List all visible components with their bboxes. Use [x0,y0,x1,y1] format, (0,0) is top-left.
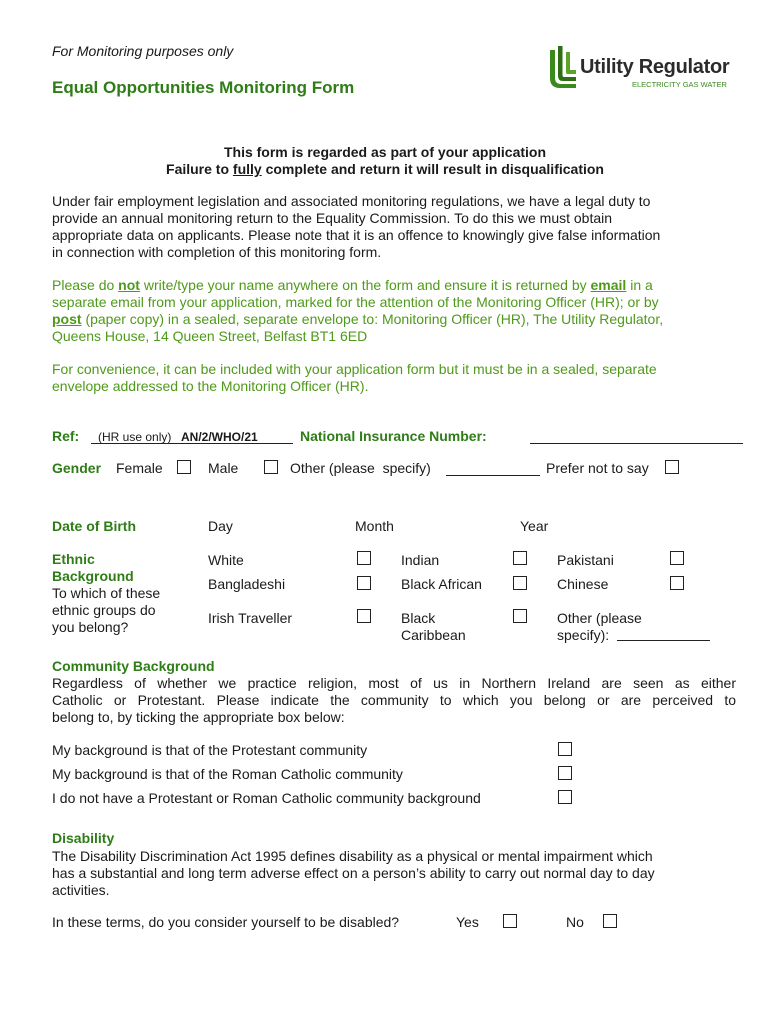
disability-no-label: No [566,914,584,930]
instruction-not: not [118,277,140,293]
notice-fully: fully [232,161,262,177]
ethnic-other-line: specify): [557,627,610,643]
instruction-line [52,311,742,328]
intro-line: provide an annual monitoring return to the Equality Commission. To do this we must obtain [52,210,613,226]
ethnic-indian-checkbox[interactable] [513,551,527,565]
gender-prefer-not-label: Prefer not to say [546,460,649,476]
ethnic-chinese-label: Chinese [557,576,609,592]
ethnic-bangladeshi-checkbox[interactable] [357,576,371,590]
ethnic-irish-traveller-label: Irish Traveller [208,610,293,626]
ethnic-other-input[interactable] [617,640,710,641]
community-neither-checkbox[interactable] [558,790,572,804]
ethnic-black-caribbean-line: Caribbean [401,627,466,643]
gender-male-label: Male [208,460,239,476]
ref-hr-note: (HR use only) [98,430,172,444]
community-catholic-checkbox[interactable] [558,766,572,780]
ethnic-chinese-checkbox[interactable] [670,576,684,590]
ethnic-white-checkbox[interactable] [357,551,371,565]
disability-heading: Disability [52,830,115,846]
disability-line: has a substantial and long term adverse effect on a person’s ability to carry out normal day to day [52,865,655,881]
logo-name: Utility Regulator [580,56,730,78]
utility-regulator-logo-icon [546,44,580,90]
gender-label: Gender [52,460,102,476]
logo-tagline: ELECTRICITY GAS WATER [632,80,727,89]
ethnic-black-african-label: Black African [401,576,482,592]
intro-line: appropriate data on applicants. Please note that it is an offence to knowingly give false information [52,227,661,243]
community-line: Catholic or Protestant. Please indicate the community to which you belong or are perceived to [52,692,736,708]
ethnic-black-african-checkbox[interactable] [513,576,527,590]
ethnic-question [52,585,160,636]
notice-line-2 [0,161,770,177]
intro-line: Under fair employment legislation and associated monitoring regulations, we have a legal duty to [52,193,651,209]
community-protestant-label: My background is that of the Protestant community [52,742,368,758]
dob-label: Date of Birth [52,518,136,534]
notice-line-2-post: complete and return it will result in disqualification [261,161,604,177]
community-neither-label: I do not have a Protestant or Roman Catholic community background [52,790,481,806]
ethnic-other-line: Other (please [557,610,642,626]
instruction-line: Queens House, 14 Queen Street, Belfast BT1 6ED [52,328,368,344]
logo [546,44,746,94]
ethnic-indian-label: Indian [401,552,440,568]
ethnic-bangladeshi-label: Bangladeshi [208,576,286,592]
ethnic-other-label [557,610,642,644]
ethnic-question-line: ethnic groups do [52,602,156,618]
disability-yes-label: Yes [456,914,479,930]
convenience-paragraph [52,361,742,395]
community-line: belong to, by ticking the appropriate box below: [52,709,345,725]
community-catholic-label: My background is that of the Roman Catholic community [52,766,403,782]
ethnic-black-caribbean-line: Black [401,610,436,626]
ethnic-black-caribbean-label [401,610,466,644]
community-paragraph [52,675,736,726]
ethnic-white-label: White [208,552,244,568]
instructions-paragraph [52,277,742,345]
community-line: Regardless of whether we practice religion, most of us in Northern Ireland are seen as either [52,675,736,691]
gender-male-checkbox[interactable] [264,460,278,474]
disability-paragraph [52,848,742,899]
instruction-text: Please do [52,277,119,293]
disability-question: In these terms, do you consider yourself to be disabled? [52,914,400,930]
dob-year[interactable]: Year [520,518,549,534]
ref-underline [91,443,293,444]
instruction-line [52,277,742,294]
instruction-text: write/type your name anywhere on the form and ensure it is returned by [139,277,591,293]
ref-label: Ref: [52,428,80,444]
gender-other-label: Other (please specify) [290,460,431,476]
gender-female-label: Female [116,460,163,476]
ethnic-heading-line: Background [52,568,134,584]
ethnic-pakistani-checkbox[interactable] [670,551,684,565]
gender-female-checkbox[interactable] [177,460,191,474]
disability-no-checkbox[interactable] [603,914,617,928]
ni-input[interactable] [530,443,743,444]
ethnic-question-line: you belong? [52,619,129,635]
ethnic-heading [52,551,134,585]
instruction-line: separate email from your application, marked for the attention of the Monitoring Officer (HR); or by [52,294,659,310]
monitoring-note: For Monitoring purposes only [52,43,234,59]
ethnic-question-line: To which of these [52,585,161,601]
intro-line: in connection with completion of this monitoring form. [52,244,382,260]
instruction-text: in a [626,277,653,293]
notice-line-1: This form is regarded as part of your application [223,144,547,160]
disability-line: The Disability Discrimination Act 1995 defines disability as a physical or mental impairment which [52,848,653,864]
form-title: Equal Opportunities Monitoring Form [52,78,355,97]
ethnic-heading-line: Ethnic [52,551,95,567]
disability-yes-checkbox[interactable] [503,914,517,928]
ethnic-irish-traveller-checkbox[interactable] [357,609,371,623]
community-protestant-checkbox[interactable] [558,742,572,756]
instruction-post: post [52,311,82,327]
gender-prefer-not-checkbox[interactable] [665,460,679,474]
convenience-line: envelope addressed to the Monitoring Officer (HR). [52,378,369,394]
ethnic-pakistani-label: Pakistani [557,552,614,568]
gender-other-input[interactable] [446,475,540,476]
convenience-line: For convenience, it can be included with your application form but it must be in a sealed, separate [52,361,657,377]
ethnic-black-caribbean-checkbox[interactable] [513,609,527,623]
community-heading: Community Background [52,658,215,674]
dob-day[interactable]: Day [208,518,233,534]
dob-month[interactable]: Month [355,518,394,534]
disability-line: activities. [52,882,110,898]
ni-label: National Insurance Number: [300,428,487,444]
intro-paragraph [52,193,732,261]
notice-line-2-pre: Failure to [166,161,233,177]
instruction-text: (paper copy) in a sealed, separate envelope to: Monitoring Officer (HR), The Utility Regulator, [81,311,664,327]
instruction-email: email [590,277,627,293]
ref-value: AN/2/WHO/21 [181,430,258,444]
